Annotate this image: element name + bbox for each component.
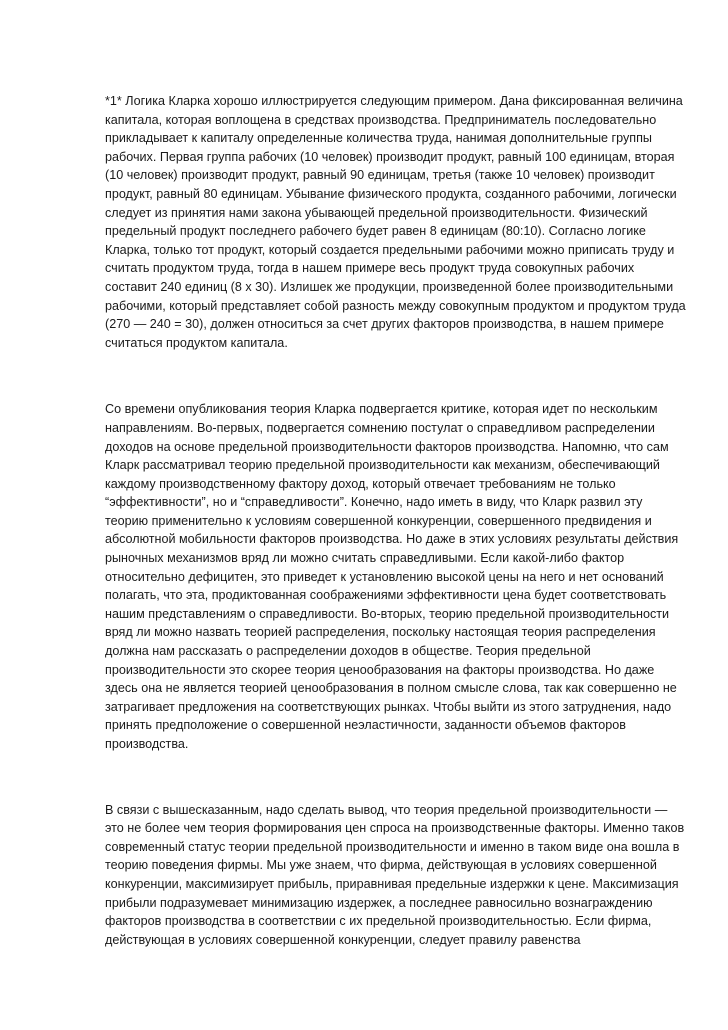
paragraph-conclusion: В связи с вышесказанным, надо сделать вывод, что теория предельной производительности — это не более чем теория формирования цен спроса на производственные факторы. Именно таков современный статус теории предельной производительности и именно в таком виде она вошла в теорию поведения фирмы. Мы уже знаем, что фирма, действующая в условиях совершенной конкуренции, максимизирует прибыль, приравнивая предельные издержки к цене. Максимизация прибыли подразумевает минимизацию издержек, а последнее равносильно вознаграждению факторов производства в соответствии с их предельной производительностью. Если фирма, действующая в условиях совершенной конкуренции, следует правилу равенства [105,802,685,947]
paragraph-criticism: Со времени опубликования теория Кларка подвергается критике, которая идет по нескольким направлениям. Во-первых, подвергается сомнению постулат о справедливом распределении доходов на основе предельной производительности факторов производства. Напомню, что сам Кларк рассматривал теорию предельной производительности как механизм, обеспечивающий каждому производственному фактору доход, который отвечает требованиям не только “эффективности”, но и “справедливости”. Конечно, надо иметь в виду, что Кларк развил эту теорию применительно к условиям совершенной конкуренции, совершенного предвидения и абсолютной мобильности факторов производства. Но даже в этих условиях результаты действия рыночных механизмов вряд ли можно считать справедливыми. Если какой-либо фактор относительно дефицитен, это приведет к установлению высокой цены на него и нет оснований полагать, что эта, продиктованная соображениями эффективности цена будет соответствовать нашим представлениям о справедливости. Во-вторых, теорию предельной производительности вряд ли можно назвать теорией распределения, поскольку настоящая теория распределения должна нам рассказать о распределении доходов в обществе. Теория предельной производительности это скорее теория ценообразования на факторы производства. Но даже здесь она не является теорией ценообразования в полном смысле слова, так как совершенно не затрагивает предложения на соответствующих рынках. Чтобы выйти из этого затруднения, надо принять предположение о совершенной неэластичности, заданности объемов факторов производства. [105,402,679,751]
document-page [105,92,689,949]
paragraph-clark-example: *1* Логика Кларка хорошо иллюстрируется следующим примером. Дана фиксированная величина капитала, которая воплощена в средствах производства. Предприниматель последовательно прикладывает к капиталу определенные количества труда, нанимая дополнительные группы рабочих. Первая группа рабочих (10 человек) производит продукт, равный 100 единицам, вторая (10 человек) производит продукт, равный 90 единицам, третья (также 10 человек) производит продукт, равный 80 единицам. Убывание физического продукта, созданного рабочими, логически следует из принятия нами закона убывающей предельной производительности. Физический предельный продукт последнего рабочего будет равен 8 единицам (80:10). Согласно логике Кларка, только тот продукт, который создается предельными рабочими можно приписать труду и считать продуктом труда, тогда в нашем примере весь продукт труда совокупных рабочих составит 240 единиц (8 х 30). Излишек же продукции, произведенной более производительными рабочими, который представляет собой разность между совокупным продуктом и продуктом труда (270 — 240 = 30), должен относиться за счет других факторов производства, в нашем примере считаться продуктом капитала. [105,94,686,350]
